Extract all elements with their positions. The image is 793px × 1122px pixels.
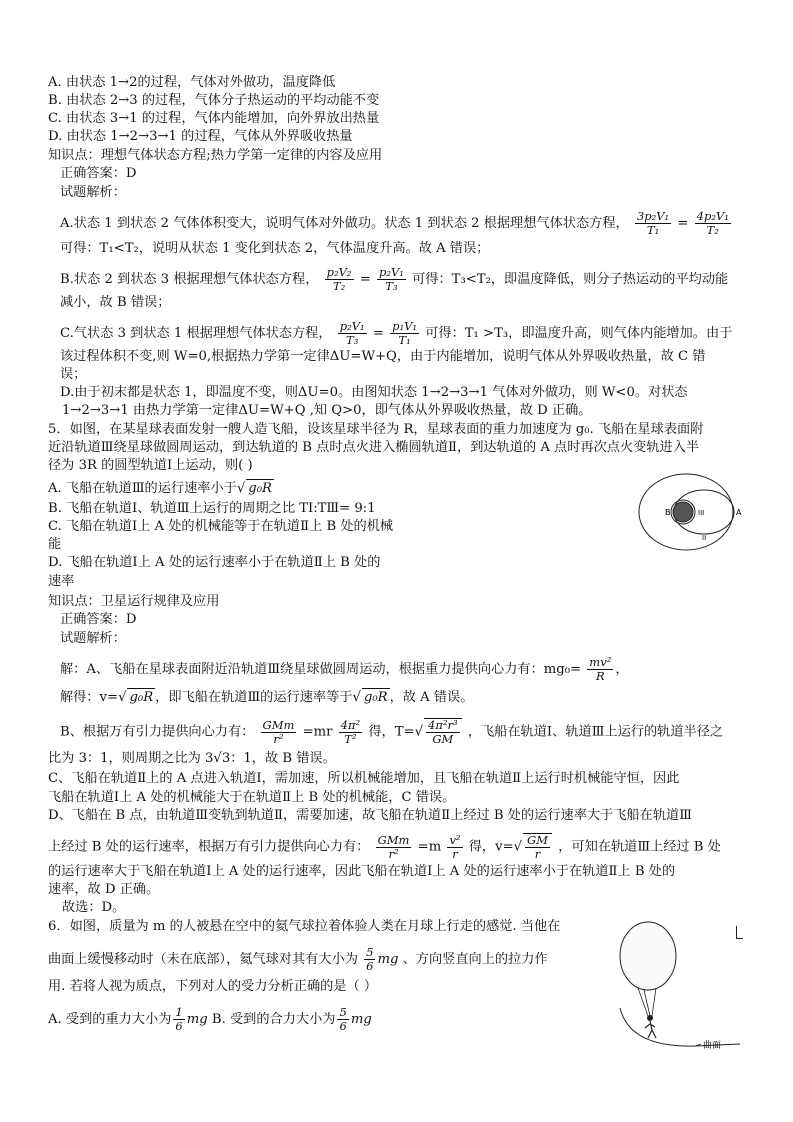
q4-analysis-a-line2: 可得：T₁<T₂，说明从状态 1 变化到状态 2，气体温度升高。故 A 错误；: [60, 241, 490, 256]
q4-analysis-b-line1: B.状态 2 到状态 3 根据理想气体状态方程， $\frac{\text{p₂V₂}}{\text{T₂}}$ = $\frac{\text{p₂V₁}}{\text{T₃}}$ 可得：T₃<T₂，即温度降低，则分子热运动的平均动能: [60, 265, 729, 293]
person-icon: [645, 1015, 656, 1038]
q5-stem-line3: 径为 3R 的圆型轨道Ⅰ上运动，则( ): [48, 458, 253, 473]
q5-solution-a-line2: 解得：v=√ g₀R ，即飞船在轨道Ⅲ的运行速率等于√ g₀R ，故 A 错误。: [60, 690, 474, 705]
q5-option-a: A. 飞船在轨道Ⅲ的运行速率小于√ g₀R: [48, 481, 272, 496]
q5-solution-b-line2: 比为 3：1，则周期之比为 3√3：1，故 B 错误。: [48, 751, 336, 766]
point-a-label: A: [736, 508, 742, 517]
q5-solution-d-line2: 上经过 B 处的运行速率，根据万有引力提供向心力有： $\frac{\text{GMm}}{\text{r²}}$ =m $\frac{\text{v²}}{r}$ 得，v=√ $\frac{GM}{r}$ ，可知在轨道Ⅲ上经过 B 处: [48, 832, 721, 861]
formula-fraction: $\frac{\text{4π²}}{\text{T²}}$: [340, 717, 361, 746]
q6-options-ab: A. 受到的重力大小为 $\frac{1}{6}$ mg B. 受到的合力大小为 $\frac{5}{6}$ mg: [48, 1005, 372, 1033]
q5-solution-c-line1: C、飞船在轨道Ⅱ上的 A 点进入轨道Ⅰ，需加速，所以机械能增加，且飞船在轨道Ⅱ上运行时机械能守恒，因此: [48, 771, 680, 786]
planet-circle: [673, 502, 693, 522]
q4-a1-text: A.状态 1 到状态 2 气体体积变大，说明气体对外做功。状态 1 到状态 2 根据理想气体状态方程，: [60, 216, 629, 231]
q4-answer: 正确答案：D: [60, 166, 137, 181]
q5-knowledge: 知识点：卫星运行规律及应用: [48, 594, 220, 609]
orbit-iii-label: III: [698, 509, 705, 517]
formula-fraction: $\frac{\text{p₂V₁}}{\text{T₃}}$: [339, 319, 365, 347]
q4-option-b: B. 由状态 2→3 的过程，气体分子热运动的平均动能不变: [48, 93, 380, 108]
formula-fraction: $\frac{\text{4p₂V₁}}{\text{T₂}}$: [696, 209, 729, 237]
q6-stem-line2: 曲面上缓慢移动时（未在底部），氦气球对其有大小为 $\frac{5}{6}$ mg 、方向竖直向上的拉力作: [48, 945, 548, 973]
q5-solution-c-line2: 飞船在轨道Ⅰ上 A 处的机械能大于在轨道Ⅱ上 B 处的机械能，C 错误。: [48, 790, 456, 805]
q5-solution-a-line1: 解：A、飞船在星球表面附近沿轨道Ⅲ绕星球做圆周运动，根据重力提供向心力有：mg₀= $\frac{\text{mv²}}{R}$ ，: [60, 655, 629, 683]
balloon-icon: [620, 922, 676, 990]
q4-analysis-c-line2: 该过程体积不变,则 W=0,根据热力学第一定律ΔU=W+Q，由于内能增加，说明气体从外界吸收热量，故 C 错: [60, 349, 706, 364]
q5-stem-line1: 5．如图，在某星球表面发射一艘人造飞船，设该星球半径为 R，星球表面的重力加速度为 g₀. 飞船在星球表面附: [48, 422, 704, 437]
q5-solution-d-line4: 速率，故 D 正确。: [48, 882, 160, 897]
q4-analysis-c-line3: 误；: [60, 367, 87, 382]
formula-fraction: $\frac{\text{4π²r³}}{GM}$: [424, 718, 462, 746]
orbit-ii-label: II: [702, 534, 707, 542]
q5-answer: 正确答案：D: [60, 612, 137, 627]
q4-option-a: A. 由状态 1→2的过程，气体对外做功，温度降低: [48, 75, 336, 90]
q4-knowledge: 知识点：理想气体状态方程;热力学第一定律的内容及应用: [48, 148, 383, 163]
q5-solution-d-line1: D、飞船在 B 点，由轨道Ⅲ变轨到轨道Ⅱ，需要加速，故飞船在轨道Ⅱ上经过 B 处的运行速率大于飞船在轨道Ⅲ: [48, 808, 692, 823]
q4-analysis-b-line2: 减小，故 B 错误；: [60, 295, 171, 310]
formula-fraction: $\frac{5}{6}$: [339, 1005, 347, 1033]
q5-option-b: B. 飞船在轨道Ⅰ、轨道Ⅲ上运行的周期之比 TⅠ:TⅢ= 9:1: [48, 501, 376, 516]
q4-analysis-d-line2: 1→2→3→1 由热力学第一定律ΔU=W+Q ,知 Q>0，即气体从外界吸收热量，故 D 正确。: [62, 403, 592, 418]
q4-option-d: D. 由状态 1→2→3→1 的过程，气体从外界吸收热量: [48, 129, 353, 144]
q4-option-c: C. 由状态 3→1 的过程，气体内能增加，向外界放出热量: [48, 111, 380, 126]
rope-line: [652, 988, 656, 1016]
formula-fraction: $\frac{\text{3p₂V₁}}{\text{T₁}}$: [636, 209, 670, 237]
q5-option-d-line1: D. 飞船在轨道Ⅰ上 A 处的运行速率小于在轨道Ⅱ上 B 处的: [48, 555, 381, 570]
balloon-figure: [600, 918, 750, 1058]
formula-fraction: $\frac{\text{mv²}}{R}$: [589, 655, 612, 683]
formula-fraction: $\frac{1}{6}$: [175, 1005, 183, 1033]
curved-surface-label: 曲面: [703, 1041, 722, 1051]
formula-fraction: $\frac{\text{p₂V₂}}{\text{T₂}}$: [326, 265, 352, 293]
q4-analysis-d-line1: D.由于初末都是状态 1，即温度不变，则ΔU=0。由图知状态 1→2→3→1 气体对外做功，则 W<0。对状态: [60, 385, 688, 400]
q4-analysis-a-line1: A.状态 1 到状态 2 气体体积变大，说明气体对外做功。状态 1 到状态 2 根据理想气体状态方程， $\frac{\text{3p₂V₁}}{\text{T₁}}$ = $\frac{\text{4p₂V₁}}{\text{T₂}}$: [60, 209, 729, 237]
formula-fraction: $\frac{\text{p₂V₁}}{\text{T₃}}$: [379, 265, 404, 293]
point-b-label: B: [665, 508, 671, 517]
formula-fraction: $\frac{\text{v²}}{r}$: [449, 832, 461, 861]
orbit-figure: [636, 470, 746, 560]
q5-option-c-line2: 能: [48, 537, 62, 552]
q6-stem-line1: 6．如图，质量为 m 的人被悬在空中的氦气球拉着体验人类在月球上行走的感觉. 当他在: [48, 919, 561, 934]
formula-fraction: $\frac{\text{GMm}}{\text{r²}}$: [262, 717, 295, 746]
q5-stem-line2: 近沿轨道Ⅲ绕星球做圆周运动，到达轨道的 B 点时点火进入椭圆轨道Ⅱ，到达轨道的 A 点时再次点火变轨进入半: [48, 440, 700, 455]
q6-stem-line3: 用. 若将人视为质点，下列对人的受力分析正确的是（ ）: [48, 979, 378, 994]
q4-analysis-c-line1: C.气状态 3 到状态 1 根据理想气体状态方程， $\frac{\text{p₂V₁}}{\text{T₃}}$ = $\frac{\text{p₁V₁}}{\text{T₁}}$ 可得：T₁ >T₃，即温度升高，则气体内能增加。由于: [60, 319, 733, 347]
q5-option-d-line2: 速率: [48, 574, 75, 589]
q5-analysis-title: 试题解析：: [60, 631, 126, 646]
q5-choice: 故选：D。: [62, 900, 126, 915]
formula-fraction: $\frac{\text{GMm}}{\text{r²}}$: [377, 832, 410, 861]
formula-fraction: $\frac{5}{6}$: [366, 945, 374, 973]
q5-option-c-line1: C. 飞船在轨道Ⅰ上 A 处的机械能等于在轨道Ⅱ上 B 处的机械: [48, 519, 394, 534]
curved-surface: [620, 1008, 740, 1046]
q5-solution-b-line1: B、根据万有引力提供向心力有： $\frac{\text{GMm}}{\text{r²}}$ =mr $\frac{\text{4π²}}{\text{T²}}$ 得，T=√ $\frac{\text{4π²r³}}{GM}$ ，飞船在轨道Ⅰ、轨道Ⅲ上运行的轨道半径之: [60, 717, 724, 746]
corner-mark: [736, 926, 743, 939]
q4-analysis-title: 试题解析：: [60, 185, 126, 200]
formula-fraction: $\frac{\text{p₁V₁}}{\text{T₁}}$: [392, 319, 417, 347]
formula-fraction: $\frac{GM}{r}$: [523, 833, 552, 861]
q5-solution-d-line3: 的运行速率大于飞船在轨道Ⅰ上 A 处的运行速率，因此飞船在轨道Ⅰ上 A 处的运行速率小于在轨道Ⅱ上 B 处的: [48, 864, 676, 879]
